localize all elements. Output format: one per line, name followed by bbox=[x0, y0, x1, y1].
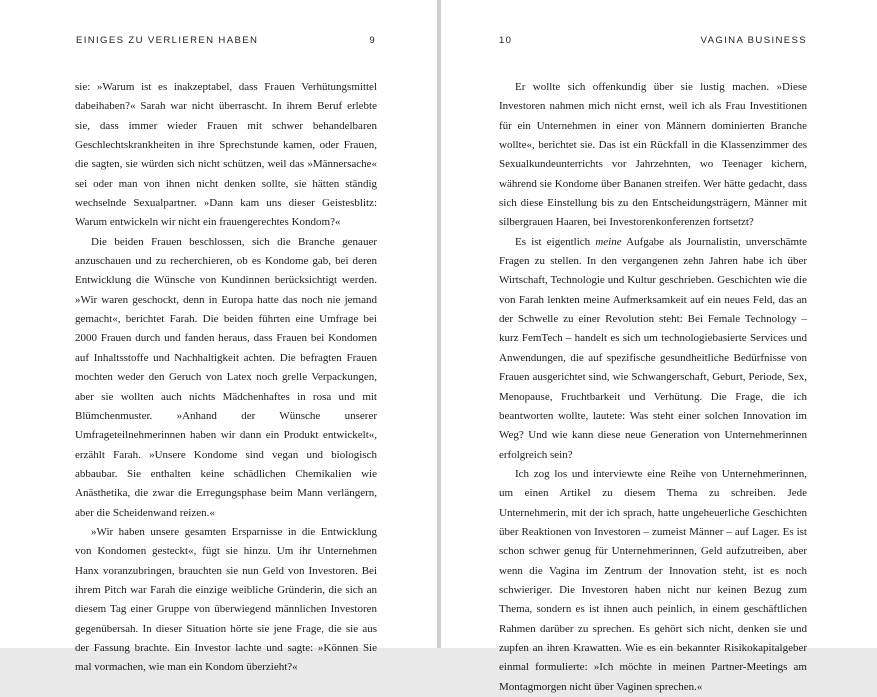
left-running-header bbox=[76, 35, 376, 49]
paragraph: Die beiden Frauen beschlossen, sich die Branche genauer anzuschauen und zu recherchieren, ob es Kondome gab, bei deren Entwicklung die Wünsche von Kundinnen berücksichtigt werden. »Wir waren geschockt, denn in Europa hatte das noch nie jemand gemacht«, berichtet Farah. Die beiden führten eine Umfrage bei 2000 Frauen durch und fanden heraus, dass Frauen bei Kondomen auf Inhaltsstoffe und Nachhaltigkeit achten. Die befragten Frauen mochten weder den Geruch von Latex noch grelle Verpackungen, aber sie wollten auch nichts Mädchenhaftes in rosa und mit Blümchenmuster. »Anhand der Wünsche unserer Umfrageteilnehmerinnen haben wir dann ein Produkt entwickelt«, erzählt Farah. »Unsere Kondome sind vegan und biologisch abbaubar. Sie enthalten keine schädlichen Chemikalien wie Anästhetika, die zwar die Erregungsphase beim Mann verlängern, aber die Scheidenwand reizen.« bbox=[75, 235, 377, 519]
paragraph: »Wir haben unsere gesamten Ersparnisse in die Entwicklung von Kondomen gesteckt«, fügt sie hinzu. Um ihr Unternehmen Hanx voranzubringen, brauchten sie nun Geld von Investoren. Bei ihrem Pitch war Farah die einzige weibliche Gründerin, die sich an diesem Tag einer Gruppe von überwiegend männlichen Investoren gegenübersah. In dieser Situation hörte sie jene Frage, die sie aus der Fassung brachte. Ein Investor lachte und sagte: »Können Sie mal vormachen, wie man ein Kondom überzieht?« bbox=[75, 525, 377, 674]
left-page-number: 9 bbox=[369, 35, 376, 46]
paragraph: Es ist eigentlich meine Aufgabe als Journalistin, unverschämte Fragen zu stellen. In den vergangenen zehn Jahren habe ich über Wirtschaft, Technologie und Kultur geschrieben. Geschichten wie die von Farah lenkten meine Aufmerksamkeit auf ein neues Feld, das an der Schwelle zu einer Revolution steht: Bei Female Technology – kurz FemTech – handelt es sich um technologiebasierte Services und Anwendungen, die auf spezifische gesundheitliche Bedürfnisse von Frauen ausgerichtet sind, wie Schwangerschaft, Geburt, Periode, Sex, Menopause, Fruchtbarkeit und Verhütung. Die Frage, die ich beantworten wollte, lautete: Was steht einer solchen Innovation im Weg? Und wie kann diese neue Generation von Unternehmerinnen erfolgreich sein? bbox=[499, 235, 807, 461]
emphasis: meine bbox=[595, 235, 622, 248]
paragraph: sie: »Warum ist es inakzeptabel, dass Frauen Verhütungsmittel dabeihaben?« Sarah war nicht überrascht. In ihrem Beruf erlebte sie, dass immer wieder Frauen mit schwer behandelbaren Geschlechtskrankheiten in ihre Sprechstunde kamen, oder Frauen, die sagten, sie würden sich nicht schützen, weil das »Männersache« sei oder man von ihnen nicht denken sollte, sie hätten ständig wechselnde Sexualpartner. »Dann kam uns dieser Geistesblitz: Warum entwickeln wir nicht ein frauengerechtes Kondom?« bbox=[75, 81, 377, 229]
paragraph: Ich zog los und interviewte eine Reihe von Unternehmerinnen, um einen Artikel zu diesem Thema zu schreiben. Jede Unternehmerin, mit der ich sprach, hatte ungeheuerliche Geschichten über Reaktionen von Investoren – zumeist Männer – auf Lager. Es ist schon schwer genug für Unternehmerinnen, Geld aufzutreiben, aber wenn die Vagina im Zentrum der Innovation steht, ist es noch schwieriger. Die Investoren haben nicht nur keinen Bezug zum Thema, sondern es ist ihnen auch peinlich, in einem geschäftlichen Rahmen darüber zu sprechen. Es gehört sich nicht, denken sie und zupfen an ihren Krawatten. Wie es ein bekannter Risikokapitalgeber einmal formulierte: »Ich möchte in meinen Partner-Meetings am Montagmorgen nicht über Vaginen sprechen.« bbox=[499, 467, 807, 693]
left-page bbox=[0, 0, 437, 674]
right-page bbox=[441, 0, 877, 693]
right-running-title: VAGINA BUSINESS bbox=[700, 35, 807, 46]
right-body-text bbox=[499, 78, 807, 697]
left-running-title: EINIGES ZU VERLIEREN HABEN bbox=[76, 35, 259, 46]
paragraph: Er wollte sich offenkundig über sie lustig machen. »Diese Investoren nahmen mich nicht ernst, weil ich als Frau Investitionen für ein Unternehmen in einer von Männern dominierten Branche wollte«, berichtet sie. Das ist ein Rückfall in die Klassenzimmer des Sexualkundeunterrichts vor Jahrzehnten, wo Teenager kichern, während sie Kondome über Bananen streifen. Wer hätte gedacht, dass sich diese Einstellung bis zu den Entscheidungsträgern, Männer mit silbergrauen Haaren, bei Investorenkonferenzen fortsetzt? bbox=[499, 81, 807, 229]
right-running-header bbox=[499, 35, 807, 49]
left-body-text bbox=[75, 78, 377, 678]
right-page-number: 10 bbox=[499, 35, 513, 46]
